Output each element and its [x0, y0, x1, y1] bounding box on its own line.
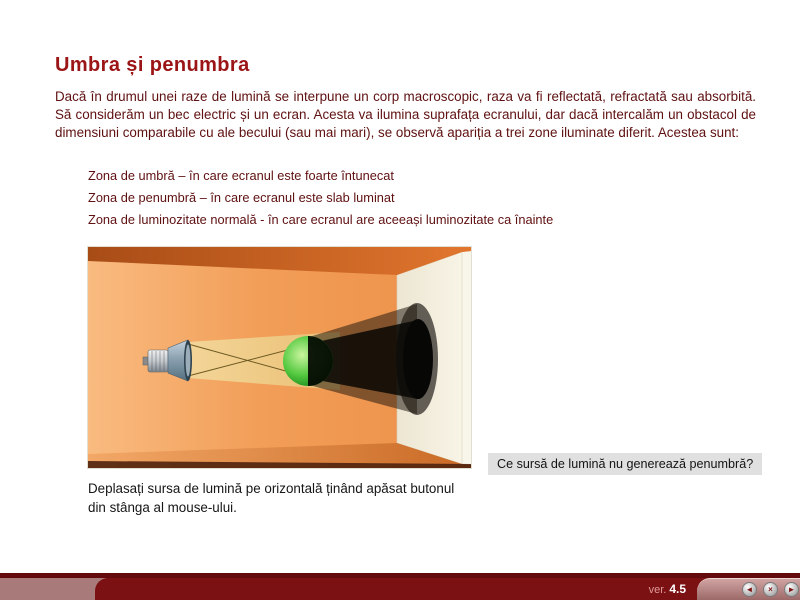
- bulb-lens: [186, 345, 191, 377]
- bulb-base: [148, 350, 168, 372]
- close-button[interactable]: [763, 582, 778, 597]
- question-banner: Ce sursă de lumină nu generează penumbră?: [488, 453, 762, 475]
- close-icon: ×: [768, 584, 773, 594]
- forward-button[interactable]: [784, 582, 799, 597]
- back-icon: ◄: [745, 584, 754, 594]
- zones-list: [88, 165, 553, 231]
- zone-item-umbra: Zona de umbră – în care ecranul este foarte întunecat: [88, 168, 394, 183]
- back-button[interactable]: [742, 582, 757, 597]
- intro-paragraph: Dacă în drumul unei raze de lumină se interpune un corp macroscopic, raza va fi reflectată, refractată sau absorbită. Să considerăm un bec electric și un ecran. Acesta va ilumina suprafața ecranului, dar dacă intercalăm un obstacol de dimensiuni comparabile cu ale becului (sau mai mari), se observă apariția a trei zone iluminate diferit. Acestea sunt:: [55, 89, 756, 140]
- version-label: [649, 582, 686, 596]
- forward-icon: ►: [787, 584, 796, 594]
- instruction-line-2: din stânga al mouse-ului.: [88, 500, 237, 515]
- instruction-line-1: Deplasați sursa de lumină pe orizontală ținând apăsat butonul: [88, 481, 455, 496]
- footer-bar: [95, 578, 800, 600]
- umbra-ellipse: [403, 319, 433, 399]
- nav-panel: [697, 578, 800, 600]
- zone-item-normal: Zona de luminozitate normală - în care ecranul are aceeași luminozitate ca înainte: [88, 212, 554, 227]
- obstacle-sphere: [283, 336, 333, 386]
- screen-right-edge: [462, 251, 471, 465]
- zone-item-penumbra: Zona de penumbră – în care ecranul este slab luminat: [88, 190, 395, 205]
- shadow-simulation-svg: [88, 247, 471, 468]
- version-text: ver.: [648, 584, 667, 596]
- instruction-caption: [88, 479, 454, 517]
- simulation-canvas[interactable]: [88, 247, 471, 468]
- page-title: Umbra și penumbra: [55, 54, 250, 76]
- version-number: 4.5: [669, 582, 686, 596]
